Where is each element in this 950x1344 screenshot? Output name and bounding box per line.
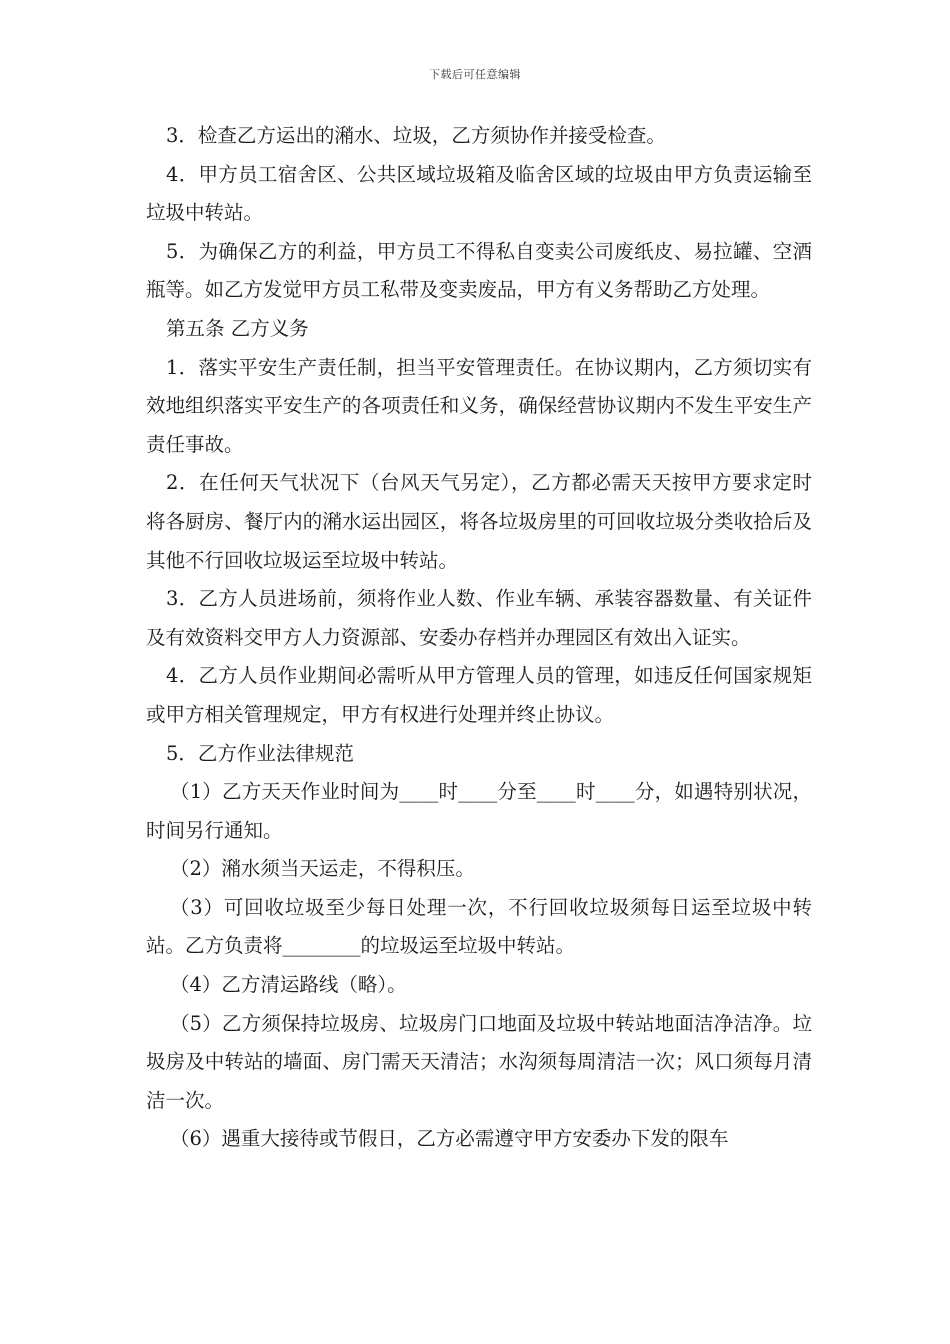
document-body xyxy=(146,117,812,1159)
paragraph-subitem-3-recyclables: （3）可回收垃圾至少每日处理一次，不行回收垃圾须每日运至垃圾中转站。乙方负责将________的垃圾运至垃圾中转站。 xyxy=(146,895,812,958)
paragraph-subitem-1-schedule: （1）乙方天天作业时间为____时____分至____时____分，如遇特别状况，时间另行通知。 xyxy=(146,780,812,842)
paragraph-item-4-dormitory-waste: 4．甲方员工宿舍区、公共区域垃圾箱及临舍区域的垃圾由甲方负责运输至垃圾中转站。 xyxy=(146,162,812,225)
paragraph-subitem-2-swill: （2）潲水须当天运走，不得积压。 xyxy=(170,857,475,881)
paragraph-item-5-party-b-interests: 5．为确保乙方的利益，甲方员工不得私自变卖公司废纸皮、易拉罐、空酒瓶等。如乙方发觉甲方员工私带及变卖废品，甲方有义务帮助乙方处理。 xyxy=(146,239,812,302)
paragraph-item-3-inspection: 3．检查乙方运出的潲水、垃圾，乙方须协作并接受检查。 xyxy=(166,124,666,147)
paragraph-item-5-norms: 5．乙方作业法律规范 xyxy=(166,741,354,765)
paragraph-subitem-4-route: （4）乙方清运路线（略）。 xyxy=(170,973,407,997)
paragraph-item-4-management: 4．乙方人员作业期间必需听从甲方管理人员的管理，如违反任何国家规矩或甲方相关管理规定，甲方有权进行处理并终止协议。 xyxy=(146,664,812,726)
paragraph-subitem-6-holidays: （6）遇重大接待或节假日，乙方必需遵守甲方安委办下发的限车 xyxy=(170,1127,729,1151)
paragraph-item-2-weather: 2．在任何天气状况下（台风天气另定），乙方都必需天天按甲方要求定时将各厨房、餐厅内的潲水运出园区，将各垃圾房里的可回收垃圾分类收拾后及其他不行回收垃圾运至垃圾中转站。 xyxy=(146,471,812,572)
paragraph-item-1-safety: 1．落实平安生产责任制，担当平安管理责任。在协议期内，乙方须切实有效地组织落实平安生产的各项责任和义务，确保经营协议期内不发生平安生产责任事故。 xyxy=(146,355,812,456)
paragraph-subitem-5-cleaning: （5）乙方须保持垃圾房、垃圾房门口地面及垃圾中转站地面洁净洁净。垃圾房及中转站的墙面、房门需天天清洁；水沟须每周清洁一次；风口须每月清洁一次。 xyxy=(146,1011,812,1112)
paragraph-item-3-personnel: 3．乙方人员进场前，须将作业人数、作业车辆、承装容器数量、有关证件及有效资料交甲方人力资源部、安委办存档并办理园区有效出入证实。 xyxy=(146,587,812,649)
section-heading-article-5: 第五条 乙方义务 xyxy=(166,316,309,340)
page-header: 下载后可任意编辑 xyxy=(429,68,521,81)
